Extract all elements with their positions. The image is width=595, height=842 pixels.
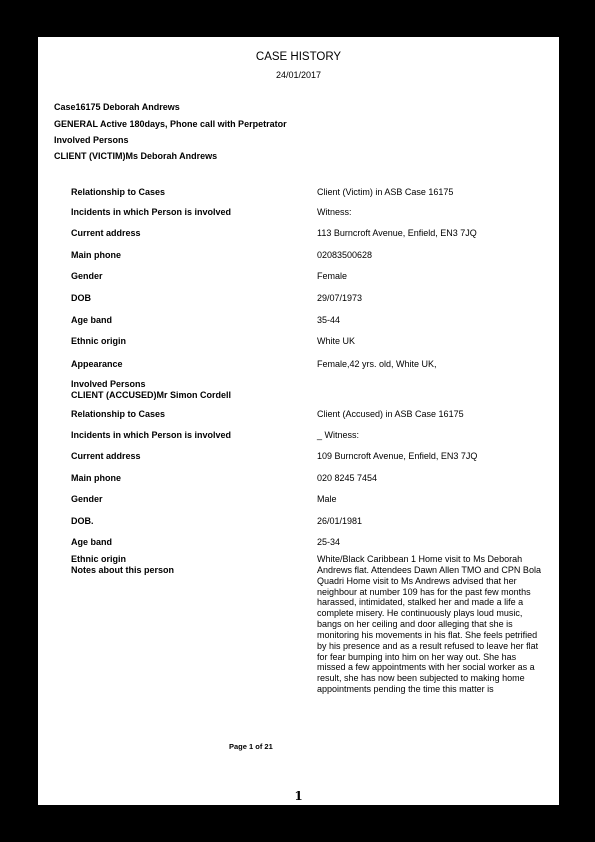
victim-ethnic-label: Ethnic origin	[71, 336, 126, 346]
victim-dob-label: DOB	[71, 293, 91, 303]
victim-ageband-value: 35-44	[317, 315, 341, 325]
victim-relationship-label: Relationship to Cases	[71, 187, 166, 197]
accused-gender-value: Male	[317, 494, 337, 504]
accused-ageband-label: Age band	[71, 537, 113, 547]
victim-gender-label: Gender	[71, 271, 103, 281]
involved-persons-heading: Involved Persons	[54, 135, 129, 145]
victim-address-label: Current address	[71, 228, 141, 238]
page-number: 1	[294, 789, 303, 803]
victim-relationship-value: Client (Victim) in ASB Case 16175	[317, 187, 454, 197]
victim-ethnic-value: White UK	[317, 336, 356, 346]
accused-phone-value: 020 8245 7454	[317, 473, 378, 483]
document-title: CASE HISTORY	[255, 51, 342, 63]
victim-incidents-label: Incidents in which Person is involved	[71, 207, 232, 217]
victim-phone-label: Main phone	[71, 250, 121, 260]
victim-appearance-label: Appearance	[71, 359, 123, 369]
accused-heading: CLIENT (ACCUSED)Mr Simon Cordell	[71, 390, 232, 400]
case-general: GENERAL Active 180days, Phone call with Perpetrator	[54, 119, 287, 129]
victim-ageband-label: Age band	[71, 315, 113, 325]
accused-relationship-value: Client (Accused) in ASB Case 16175	[317, 409, 464, 419]
victim-phone-value: 02083500628	[317, 250, 373, 260]
accused-dob-label: DOB.	[71, 516, 94, 526]
victim-appearance-value: Female,42 yrs. old, White UK,	[317, 359, 437, 369]
accused-gender-label: Gender	[71, 494, 103, 504]
accused-phone-label: Main phone	[71, 473, 121, 483]
accused-dob-value: 26/01/1981	[317, 516, 363, 526]
accused-incidents-label: Incidents in which Person is involved	[71, 430, 232, 440]
accused-notes-value: White/Black Caribbean 1 Home visit to Ms Deborah Andrews flat. Attendees Dawn Allen TMO and CPN Bola Quadri Home visit to Ms Andrews advised that her neighbour at number 109 has for the past few months harassed, intimidated, stalked her and made a life a complete misery. He continuously plays loud music, bangs on her ceiling and door alleging that she is monitoring his movements in his flat. She feels petrified by his presence and as a result refused to leave her flat for fear bumping into him on her way out. She has missed a few appointments with her social worker as a result, she has now been subjected to making home appointments pending the time this matter is	[317, 554, 541, 695]
accused-incidents-value: _ Witness:	[317, 430, 360, 440]
accused-involved-heading: Involved Persons	[71, 379, 146, 389]
accused-address-value: 109 Burncroft Avenue, Enfield, EN3 7JQ	[317, 451, 478, 461]
victim-dob-value: 29/07/1973	[317, 293, 363, 303]
accused-relationship-label: Relationship to Cases	[71, 409, 166, 419]
victim-incidents-value: Witness:	[317, 207, 352, 217]
accused-notes-label: Notes about this person	[71, 565, 175, 575]
accused-address-label: Current address	[71, 451, 141, 461]
document-page	[38, 37, 559, 805]
page-count: Page 1 of 21	[229, 742, 273, 751]
document-date: 24/01/2017	[275, 70, 322, 80]
victim-address-value: 113 Burncroft Avenue, Enfield, EN3 7JQ	[317, 228, 477, 238]
victim-gender-value: Female	[317, 271, 348, 281]
victim-heading: CLIENT (VICTIM)Ms Deborah Andrews	[54, 151, 218, 161]
case-heading: Case16175 Deborah Andrews	[54, 102, 180, 112]
accused-ageband-value: 25-34	[317, 537, 341, 547]
accused-ethnic-label: Ethnic origin	[71, 554, 126, 564]
